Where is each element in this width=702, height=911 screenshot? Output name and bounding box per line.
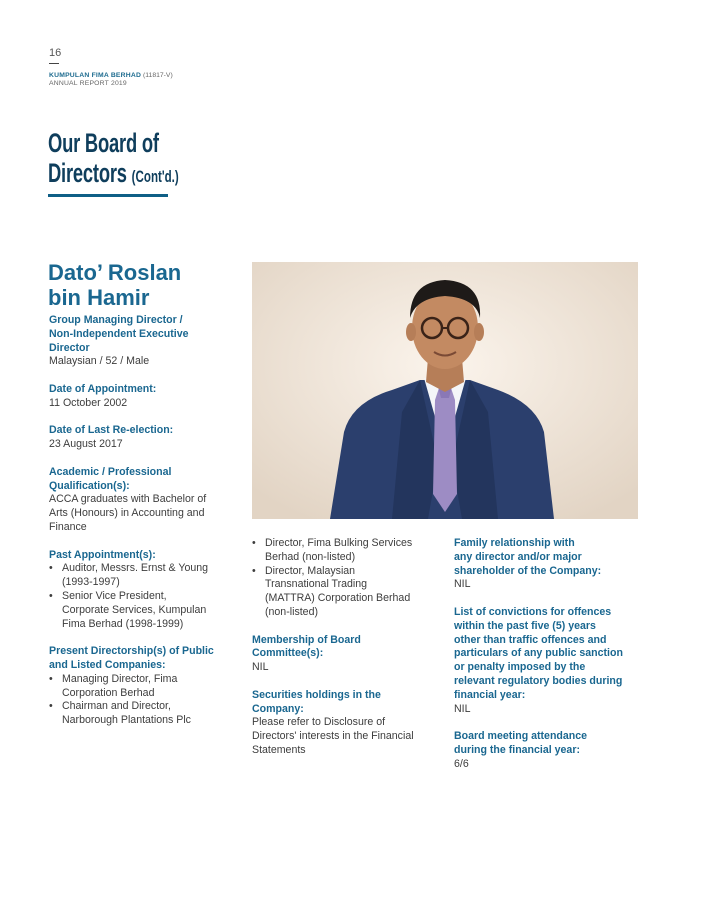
qualification-line: Finance — [49, 520, 87, 533]
convictions-label-line: particulars of any public sanction — [454, 647, 623, 660]
director-name-line1: Dato’ Roslan — [48, 260, 182, 285]
list-item-line: Transnational Trading — [265, 578, 368, 591]
securities-label — [252, 689, 437, 717]
securities-value — [252, 716, 437, 757]
attendance-label — [454, 730, 644, 758]
list-item-line: Narborough Plantations Plc — [62, 714, 191, 727]
present-label-line: and Listed Companies: — [49, 658, 166, 671]
list-item-line: Berhad (non-listed) — [265, 550, 356, 563]
title-underline — [48, 194, 168, 197]
family-label-line: shareholder of the Company: — [454, 564, 602, 577]
reelection-label: Date of Last Re-election: — [49, 424, 174, 437]
convictions-label-line: List of convictions for offences — [454, 605, 612, 618]
annual-report-label: ANNUAL REPORT 2019 — [49, 80, 127, 87]
list-item-line: • Managing Director, Fima — [62, 672, 178, 685]
nationality-age-gender: Malaysian / 52 / Male — [49, 355, 150, 368]
present-directorships-label — [49, 645, 234, 673]
list-item-line: • Director, Malaysian — [265, 564, 356, 577]
page-number-rule — [49, 63, 59, 64]
list-item-line: • Director, Fima Bulking Services — [265, 537, 413, 549]
company-reg: (11817-V) — [143, 72, 173, 79]
qualification-line: ACCA graduates with Bachelor of — [49, 493, 207, 506]
list-item — [49, 590, 234, 631]
list-item — [252, 537, 437, 565]
list-item-line: • Auditor, Messrs. Ernst & Young — [62, 562, 209, 575]
list-item-line: (non-listed) — [265, 605, 318, 618]
convictions-label-line: or penalty imposed by the — [454, 661, 586, 674]
reelection-value: 23 August 2017 — [49, 438, 123, 451]
director-photo — [252, 262, 638, 519]
appointment-label: Date of Appointment: — [49, 382, 157, 395]
directorships-committee-column — [252, 537, 437, 758]
company-header — [49, 71, 173, 80]
committee-label — [252, 634, 437, 662]
family-label-line: any director and/or major — [454, 550, 582, 563]
qualification-label-line: Academic / Professional — [49, 465, 172, 478]
list-item — [49, 673, 234, 701]
committee-label-line: Committee(s): — [252, 647, 324, 660]
convictions-label — [454, 606, 644, 703]
past-appointments-list — [49, 562, 234, 631]
list-item — [49, 562, 234, 590]
director-name — [48, 260, 238, 310]
director-portrait-illustration — [252, 262, 638, 519]
section-title-directors: Directors — [48, 158, 127, 188]
committee-value: NIL — [252, 661, 269, 674]
director-name-line2: bin Hamir — [48, 285, 150, 310]
list-item-line: • Senior Vice President, — [62, 589, 167, 602]
convictions-label-line: other than traffic offences and — [454, 633, 607, 646]
attendance-label-line: Board meeting attendance — [454, 730, 588, 743]
position-line: Director — [49, 341, 90, 354]
securities-label-line: Securities holdings in the — [252, 688, 381, 701]
qualification-label — [49, 466, 234, 494]
family-label-line: Family relationship with — [454, 537, 575, 549]
present-directorships-list — [49, 673, 234, 728]
position-line: Group Managing Director / — [49, 314, 183, 326]
disclosures-column — [454, 537, 644, 772]
list-item-line: • Chairman and Director, — [62, 700, 171, 713]
qualification-label-line: Qualification(s): — [49, 479, 130, 492]
qualification-line: Arts (Honours) in Accounting and — [49, 507, 205, 520]
family-relationship-value: NIL — [454, 578, 471, 591]
list-item — [252, 565, 437, 620]
attendance-value: 6/6 — [454, 757, 469, 770]
present-label-line: Present Directorship(s) of Public — [49, 645, 214, 658]
family-relationship-label — [454, 537, 644, 578]
position-line: Non-Independent Executive — [49, 327, 189, 340]
other-directorships-list — [252, 537, 437, 620]
director-profile-column — [49, 314, 234, 728]
securities-line: Please refer to Disclosure of — [252, 716, 386, 729]
convictions-label-line: relevant regulatory bodies during — [454, 674, 623, 687]
appointment-value: 11 October 2002 — [49, 396, 128, 409]
securities-line: Directors' interests in the Financial — [252, 730, 414, 743]
convictions-label-line: within the past five (5) years — [454, 619, 596, 632]
section-title-line1: Our Board of — [48, 128, 159, 158]
section-title-line2 — [48, 158, 179, 192]
qualification-value — [49, 493, 234, 534]
convictions-label-line: financial year: — [454, 688, 526, 701]
committee-label-line: Membership of Board — [252, 633, 361, 646]
list-item-line: (MATTRA) Corporation Berhad — [265, 592, 411, 605]
list-item-line: Fima Berhad (1998-1999) — [62, 617, 184, 630]
section-title-contd: (Cont'd.) — [131, 167, 179, 186]
list-item-line: (1993-1997) — [62, 576, 120, 589]
list-item-line: Corporation Berhad — [62, 686, 155, 699]
list-item — [49, 700, 234, 728]
section-title — [48, 128, 179, 192]
position-title — [49, 314, 234, 355]
page-number: 16 — [49, 47, 62, 59]
securities-label-line: Company: — [252, 702, 304, 715]
company-name: KUMPULAN FIMA BERHAD — [49, 72, 142, 79]
past-appointments-label: Past Appointment(s): — [49, 548, 156, 561]
list-item-line: Corporate Services, Kumpulan — [62, 603, 207, 616]
convictions-value: NIL — [454, 702, 471, 715]
attendance-label-line: during the financial year: — [454, 743, 580, 756]
securities-line: Statements — [252, 743, 306, 756]
